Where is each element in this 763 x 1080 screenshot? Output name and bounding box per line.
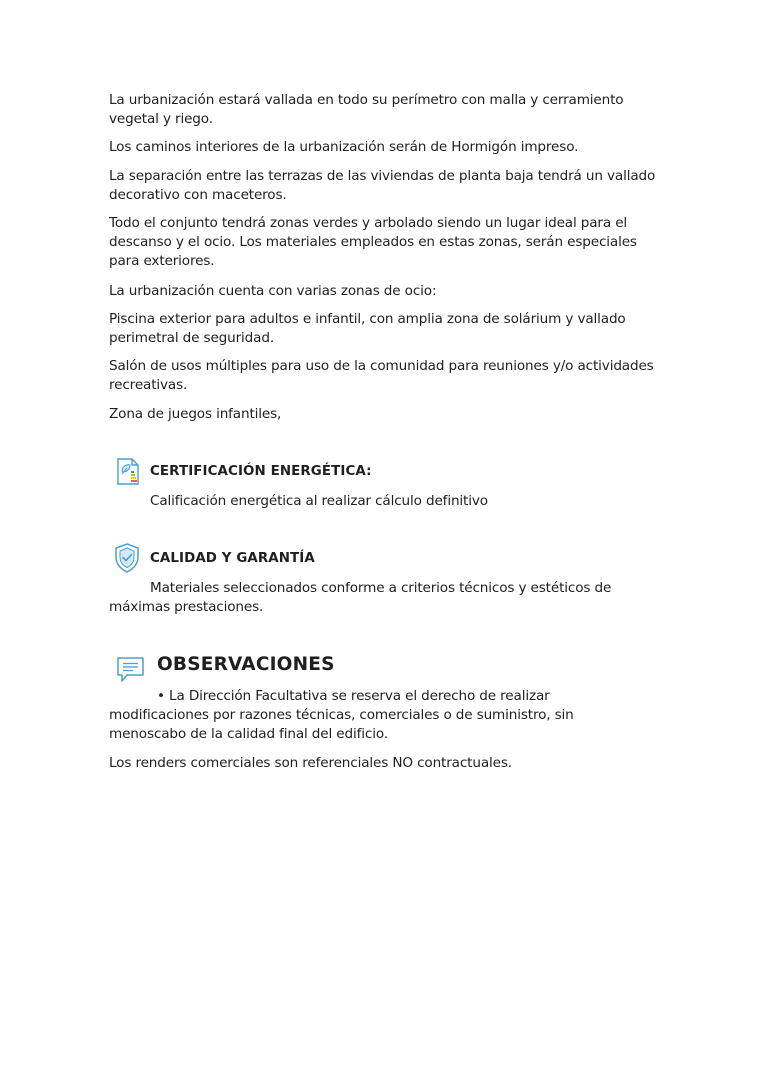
paragraph-pool: Piscina exterior para adultos e infantil, con amplia zona de solárium y vallado perimetral de seguridad. (109, 311, 626, 346)
paragraph-terrace-separation: La separación entre las terrazas de las viviendas de planta baja tendrá un vallado decorativo con maceteros. (109, 168, 656, 203)
energy-certification-text: Calificación energética al realizar cálculo definitivo (150, 493, 488, 509)
paragraph-playground: Zona de juegos infantiles, (109, 406, 282, 422)
section-title-observations: OBSERVACIONES (157, 654, 335, 675)
paragraph-leisure-zones: La urbanización cuenta con varias zonas de ocio: (109, 283, 437, 299)
observations-bullet-line1: • La Dirección Facultativa se reserva el derecho de realizar (157, 688, 550, 704)
paragraph-multipurpose-room: Salón de usos múltiples para uso de la comunidad para reuniones y/o actividades recreativas. (109, 358, 654, 393)
paragraph-interior-paths: Los caminos interiores de la urbanización serán de Hormigón impreso. (109, 139, 579, 155)
paragraph-perimeter-fence: La urbanización estará vallada en todo su perímetro con malla y cerramiento vegetal y riego. (109, 92, 624, 127)
shield-check-icon (113, 542, 141, 574)
energy-certificate-icon (114, 457, 142, 487)
quality-text-line1: Materiales seleccionados conforme a criterios técnicos y estéticos de (150, 580, 612, 596)
speech-bubble-icon (115, 655, 147, 685)
section-title-energy-certification: CERTIFICACIÓN ENERGÉTICA: (150, 464, 372, 479)
paragraph-green-areas: Todo el conjunto tendrá zonas verdes y arbolado siendo un lugar ideal para el descanso y el ocio. Los materiales empleados en estas zonas, serán especiales para exteriores. (109, 215, 637, 269)
section-title-quality-guarantee: CALIDAD Y GARANTÍA (150, 551, 315, 566)
observations-bullet-rest: modificaciones por razones técnicas, comerciales o de suministro, sin menoscabo de la calidad final del edificio. (109, 707, 574, 742)
quality-text-line2: máximas prestaciones. (109, 599, 264, 615)
observations-renders-note: Los renders comerciales son referenciales NO contractuales. (109, 755, 512, 771)
